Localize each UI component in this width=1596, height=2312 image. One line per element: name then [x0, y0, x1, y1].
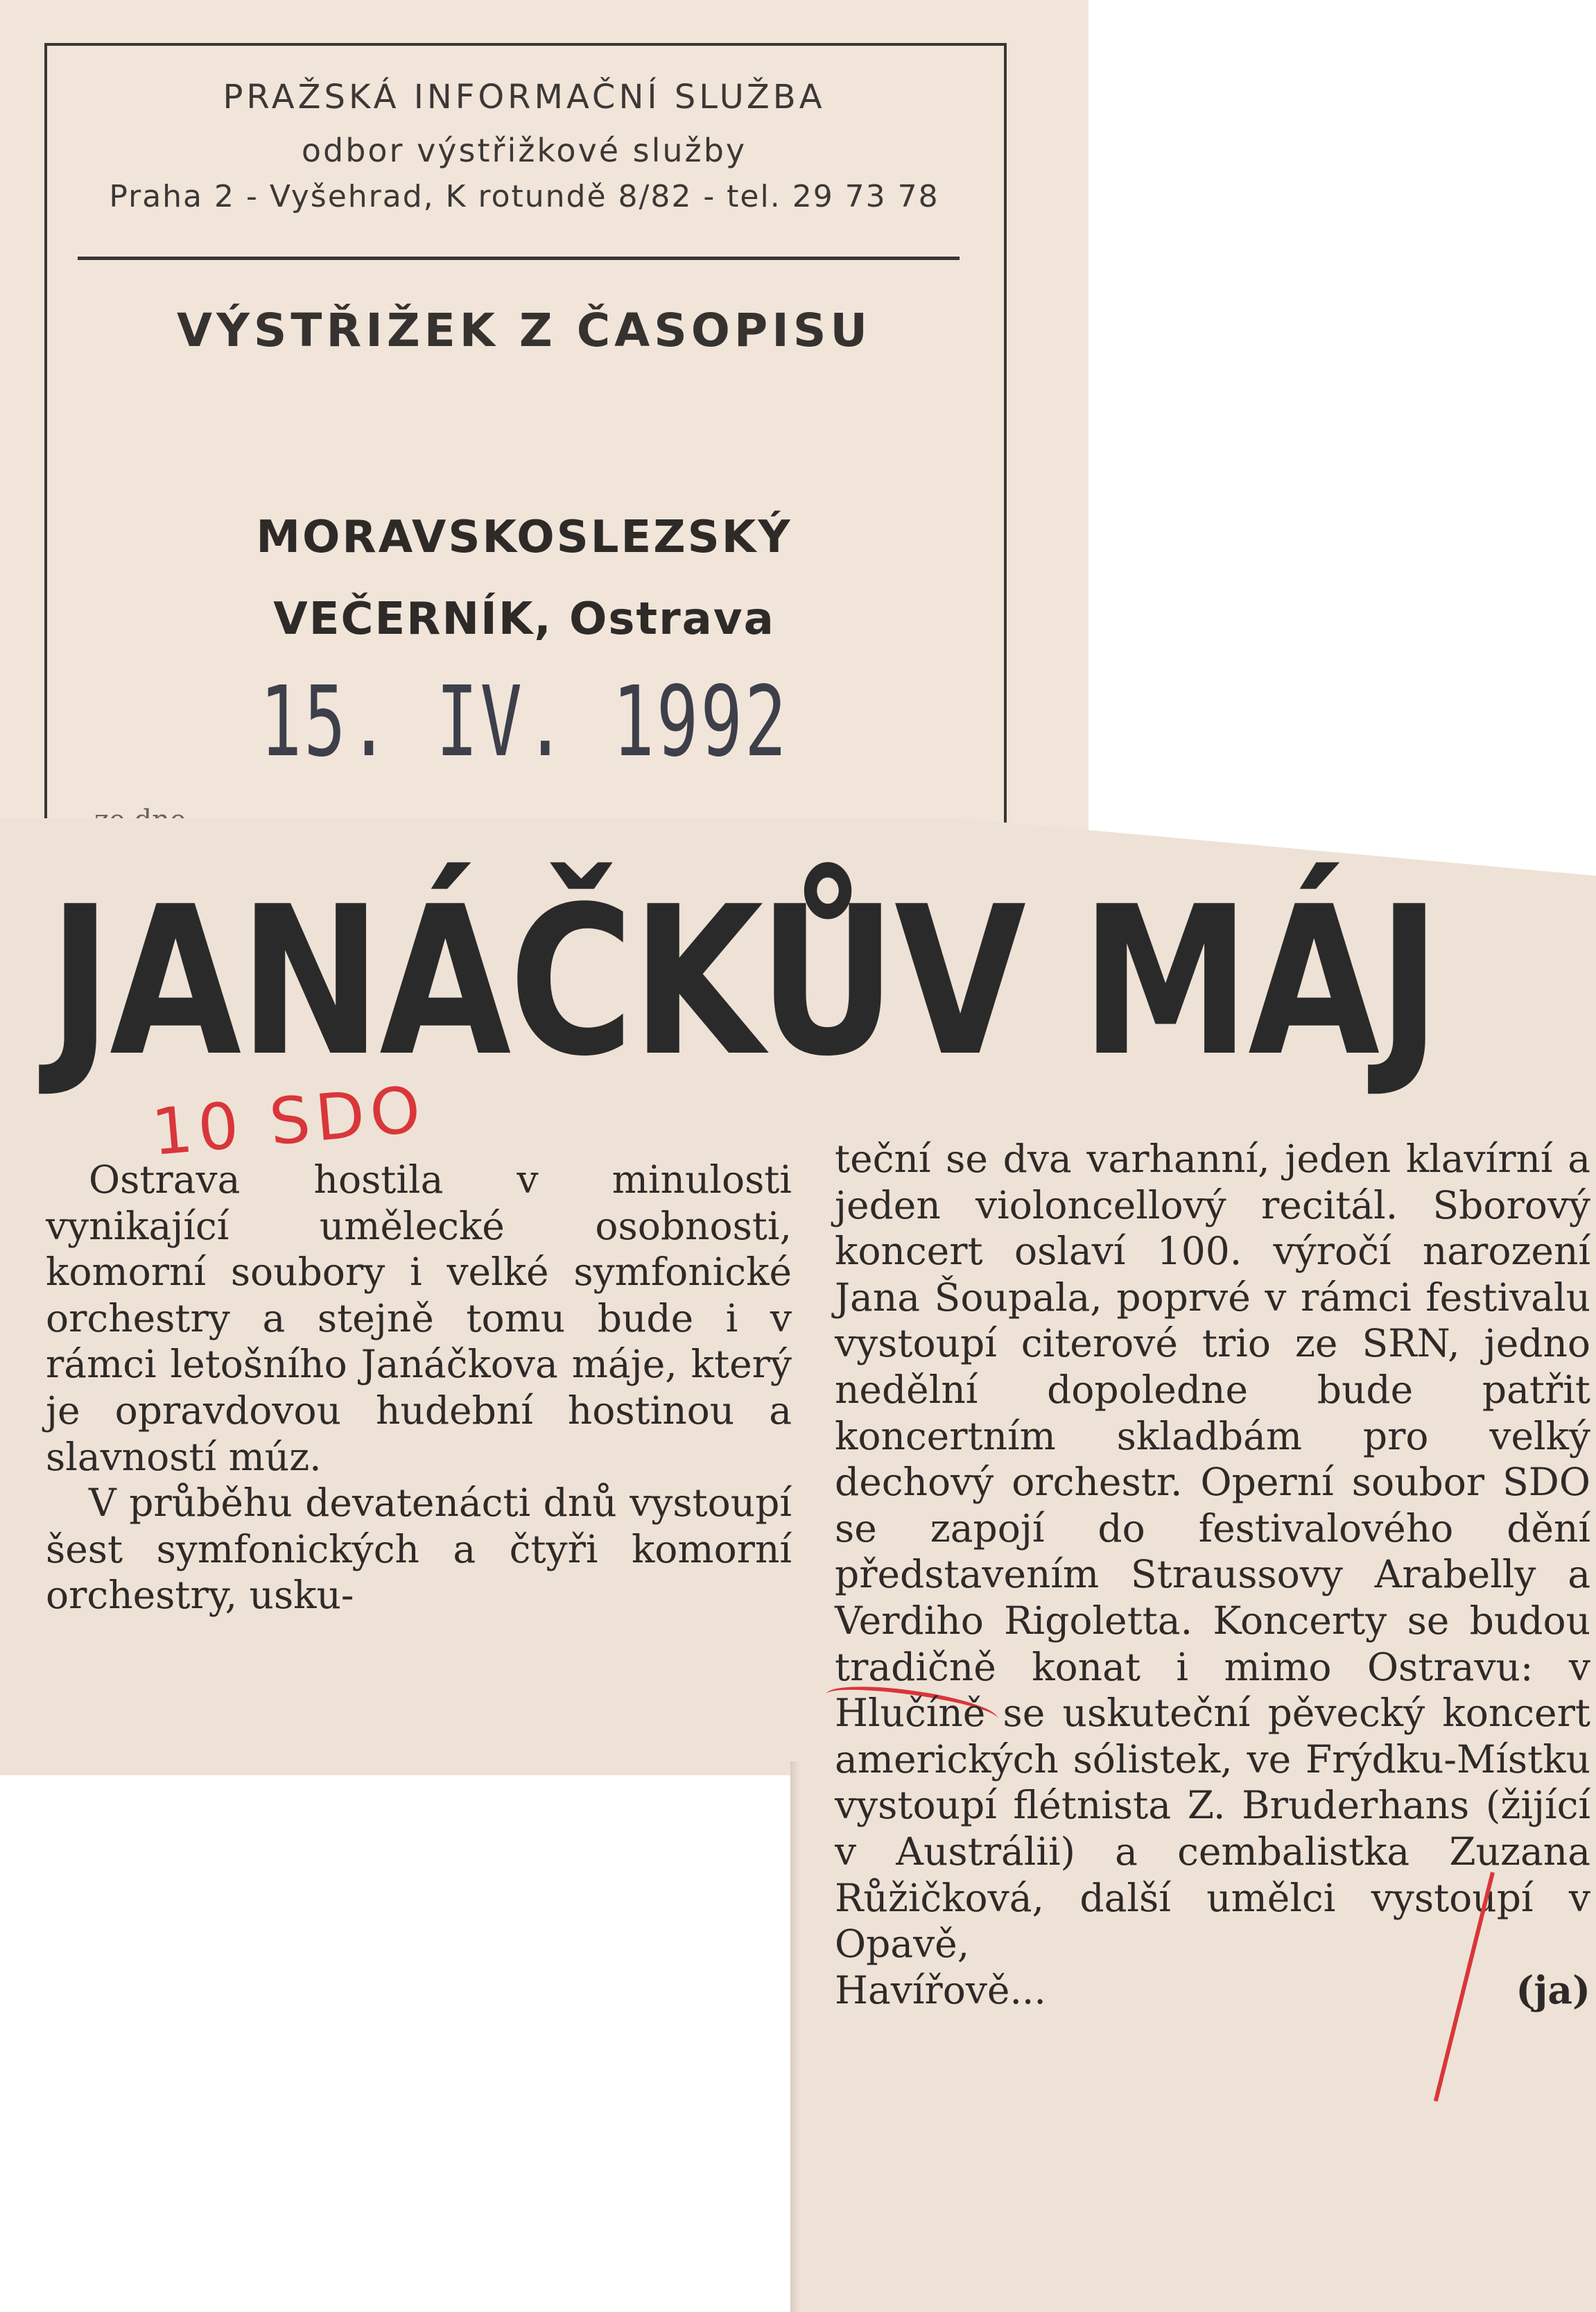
label-divider: [78, 257, 960, 260]
article-column-left: [46, 1157, 792, 1619]
paragraph-tail: [835, 1967, 1590, 2014]
paragraph-2: V průběhu devatenácti dnů vystoupí šest symfonických a čtyři komorní orchestry, usku-: [46, 1481, 792, 1618]
newspaper-name: MORAVSKOSLEZSKÝ: [256, 512, 792, 563]
service-address: Praha 2 - Vyšehrad, K rotundě 8/82 - tel. 29 73 78: [109, 179, 939, 214]
author-signature: (ja): [1516, 1967, 1590, 2012]
paragraph-tail-text: Havířově...: [835, 1967, 1046, 2012]
article-headline: JANÁČKŮV MÁJ: [49, 862, 1439, 1101]
article-column-right: [835, 1136, 1590, 2013]
date-stamp: 15. IV. 1992: [259, 666, 789, 779]
newspaper-city: VEČERNÍK, Ostrava: [273, 594, 775, 645]
service-name: PRAŽSKÁ INFORMAČNÍ SLUŽBA: [223, 78, 826, 117]
paragraph-1: Ostrava hostila v minulosti vynikající umělecké osobnosti, komorní soubory i velké symfonické orchestry a stejně tomu bude i v rámci letošního Janáčkova máje, který je opravdovou hudební hostinou a slavností múz.: [46, 1157, 792, 1479]
handwritten-annotation: 10 SDO: [148, 1071, 429, 1170]
paragraph-2-continued: teční se dva varhanní, jeden klavírní a jeden violoncellový recitál. Sborový koncert oslaví 100. výročí narození Jana Šoupala, poprvé v rámci festivalu vystoupí citerové trio ze SRN, jedno nedělní dopoledne bude patřit koncertním skladbám pro velký dechový orchestr. Operní soubor SDO se zapojí do festivalového dění představením Straussovy Arabelly a Verdiho Rigoletta. Koncerty se budou tradičně konat i mimo Ostravu: v Hlučíně se uskuteční pěvecký koncert amerických sólistek, ve Frýdku-Místku vystoupí flétnista Z. Bruderhans (žijící v Austrálii) a cembalistka Zuzana Růžičková, další umělci vystoupí v Opavě,: [835, 1137, 1590, 1967]
service-department: odbor výstřižkové služby: [301, 132, 747, 169]
clipping-label: [0, 0, 1088, 860]
clipping-type: VÝSTŘIŽEK Z ČASOPISU: [177, 304, 871, 357]
